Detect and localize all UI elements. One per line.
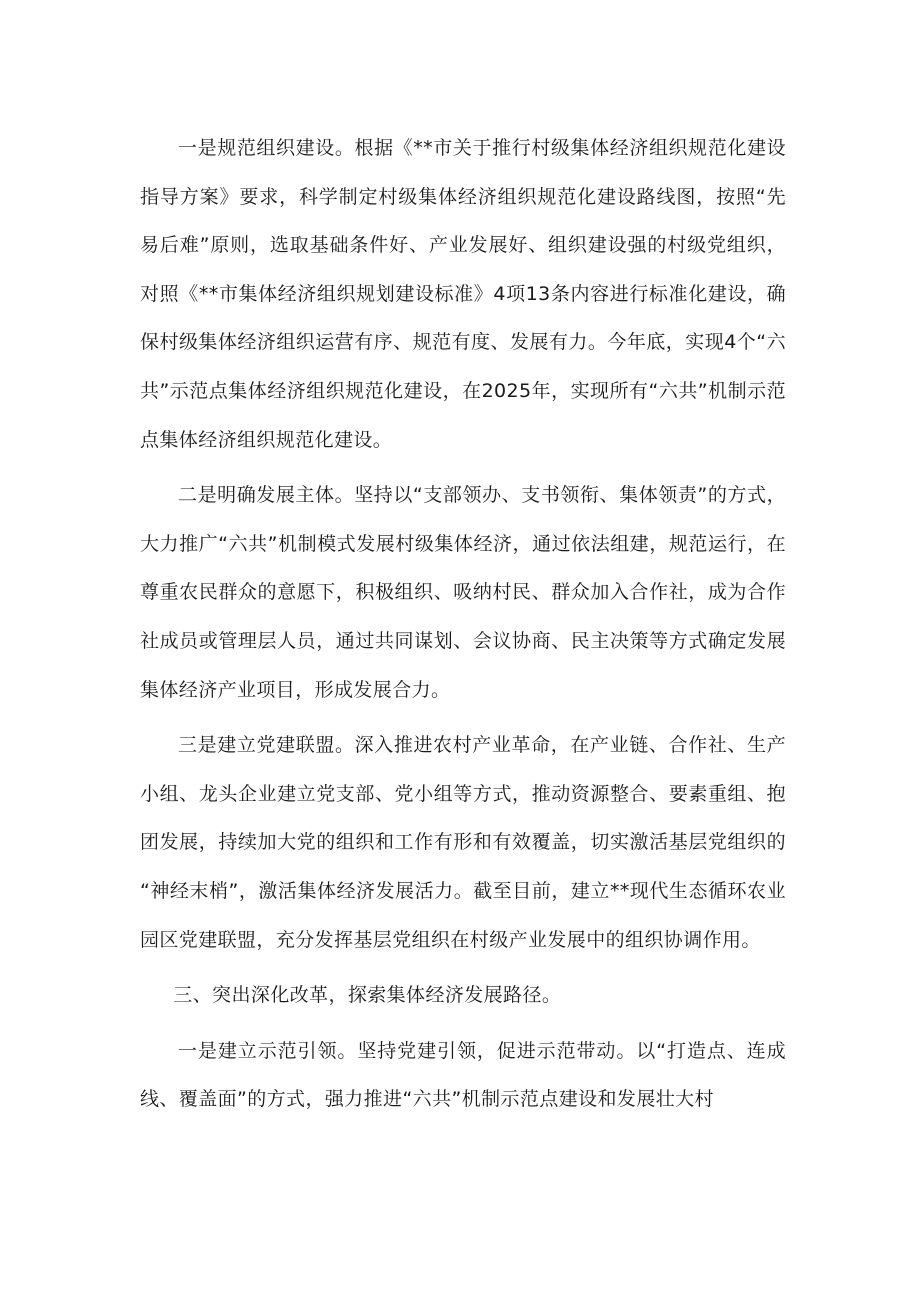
paragraph-demonstration-lead: 一是建立示范引领。坚持党建引领，促进示范带动。以“打造点、连成线、覆盖面”的方式，强力推进“六共”机制示范点建设和发展壮大村: [140, 1039, 786, 1111]
section-heading-reform: 三、突出深化改革，探索集体经济发展路径。: [173, 984, 562, 1007]
paragraph-party-alliance: 三是建立党建联盟。深入推进农村产业革命，在产业链、合作社、生产小组、龙头企业建立党支部、党小组等方式，推动资源整合、要素重组、抱团发展，持续加大党的组织和工作有形和有效覆盖，切实激活基层党组织的“神经末梢”，激活集体经济发展活力。截至目前，建立**现代生态循环农业园区党建联盟，充分发挥基层党组织在村级产业发展中的组织协调作用。: [140, 734, 786, 951]
paragraph-development-subject: 二是明确发展主体。坚持以“支部领办、支书领衔、集体领责”的方式，大力推广“六共”机制模式发展村级集体经济，通过依法组建，规范运行，在尊重农民群众的意愿下，积极组织、吸纳村民、群众加入合作社，成为合作社成员或管理层人员，通过共同谋划、会议协商、民主决策等方式确定发展集体经济产业项目，形成发展合力。: [140, 484, 786, 701]
document-body: [140, 124, 786, 1131]
paragraph-standardize-organization: 一是规范组织建设。根据《**市关于推行村级集体经济组织规范化建设指导方案》要求，科学制定村级集体经济组织规范化建设路线图，按照“先易后难”原则，选取基础条件好、产业发展好、组织建设强的村级党组织，对照《**市集体经济组织规划建设标准》4项13条内容进行标准化建设，确保村级集体经济组织运营有序、规范有度、发展有力。今年底，实现4个“六共”示范点集体经济组织规范化建设，在2025年，实现所有“六共”机制示范点集体经济组织规范化建设。: [140, 137, 786, 451]
